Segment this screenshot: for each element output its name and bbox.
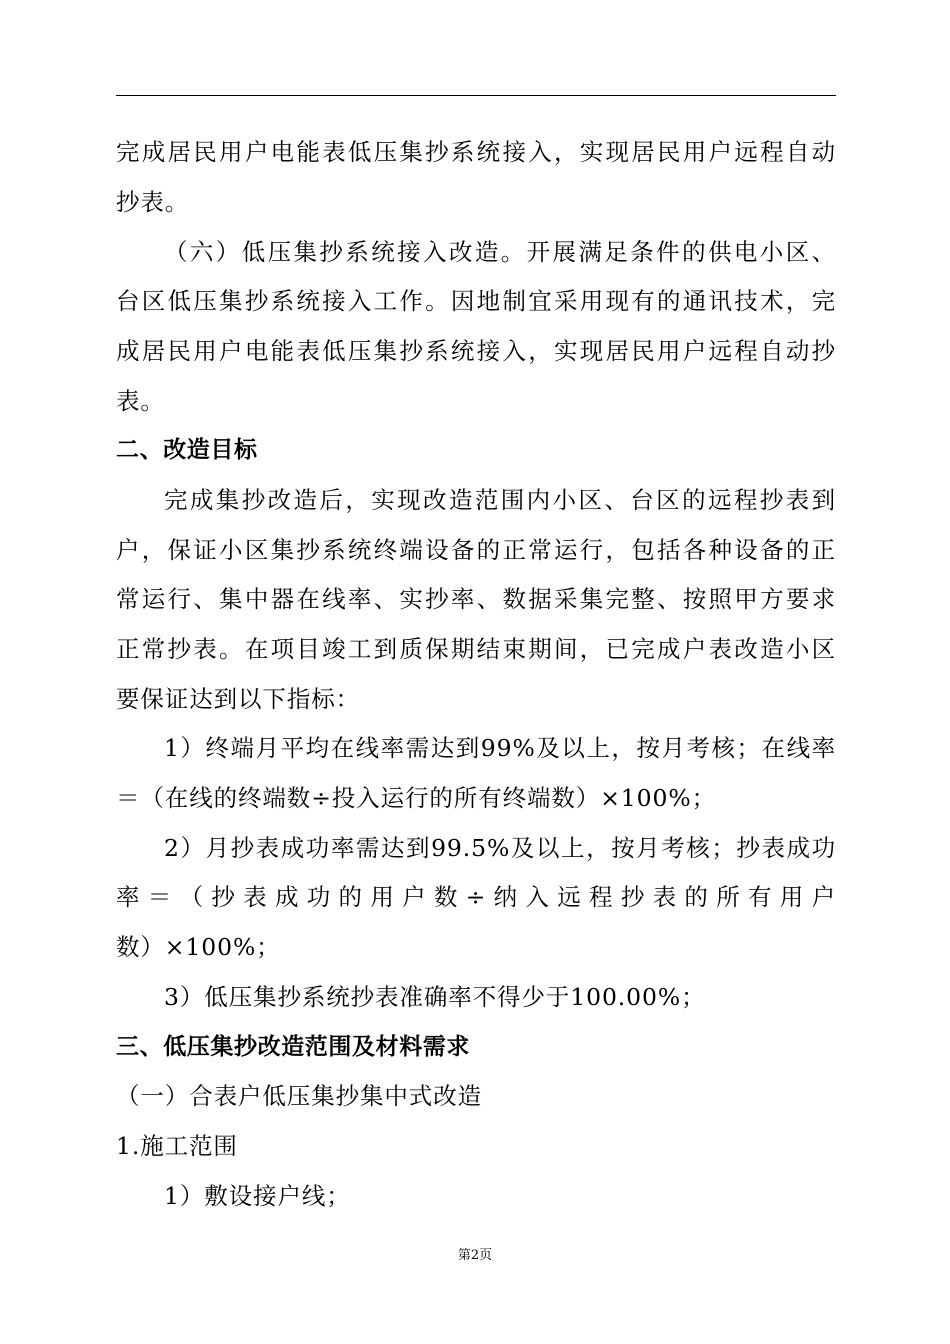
paragraph-text-line: 台区低压集抄系统接入工作。因地制宜采用现有的通讯技术，完 bbox=[116, 287, 836, 315]
indicator-text-line: 2）月抄表成功率需达到99.5%及以上，按月考核；抄表成功 bbox=[164, 834, 836, 862]
indicator-text-line: 3）低压集抄系统抄表准确率不得少于100.00%； bbox=[164, 983, 706, 1011]
section-heading: 三、低压集抄改造范围及材料需求 bbox=[116, 1034, 470, 1060]
item-heading: 1.施工范围 bbox=[116, 1132, 238, 1160]
list-item: 1）敷设接户线； bbox=[164, 1182, 351, 1210]
paragraph-text-line: 常运行、集中器在线率、实抄率、数据采集完整、按照甲方要求 bbox=[116, 585, 836, 613]
paragraph-text-line: 户，保证小区集抄系统终端设备的正常运行，包括各种设备的正 bbox=[116, 536, 836, 564]
paragraph-text-line: 完成居民用户电能表低压集抄系统接入，实现居民用户远程自动 bbox=[116, 138, 836, 166]
indicator-text-line: 1）终端月平均在线率需达到99%及以上，按月考核；在线率 bbox=[164, 734, 836, 762]
paragraph-text-line: 完成集抄改造后，实现改造范围内小区、台区的远程抄表到 bbox=[164, 486, 836, 514]
indicator-text-line: 数）×100%； bbox=[116, 933, 281, 961]
page-number: 第2页 bbox=[457, 1248, 493, 1263]
paragraph-text-line: 正常抄表。在项目竣工到质保期结束期间，已完成户表改造小区 bbox=[116, 635, 836, 663]
section-heading: 二、改造目标 bbox=[116, 437, 258, 463]
paragraph-text-line: 成居民用户电能表低压集抄系统接入，实现居民用户远程自动抄 bbox=[116, 337, 836, 365]
indicator-text-line: 率＝（抄表成功的用户数÷纳入远程抄表的所有用户 bbox=[116, 883, 836, 911]
paragraph-text-line: 表。 bbox=[116, 387, 165, 415]
paragraph-text-line: 要保证达到以下指标： bbox=[116, 685, 360, 713]
subsection-heading: （一）合表户低压集抄集中式改造 bbox=[116, 1082, 482, 1110]
paragraph-text-line: 抄表。 bbox=[116, 188, 190, 216]
paragraph-text-line: （六）低压集抄系统接入改造。开展满足条件的供电小区、 bbox=[164, 238, 836, 266]
indicator-text-line: ＝（在线的终端数÷投入运行的所有终端数）×100%； bbox=[116, 784, 716, 812]
header-rule bbox=[116, 95, 836, 96]
